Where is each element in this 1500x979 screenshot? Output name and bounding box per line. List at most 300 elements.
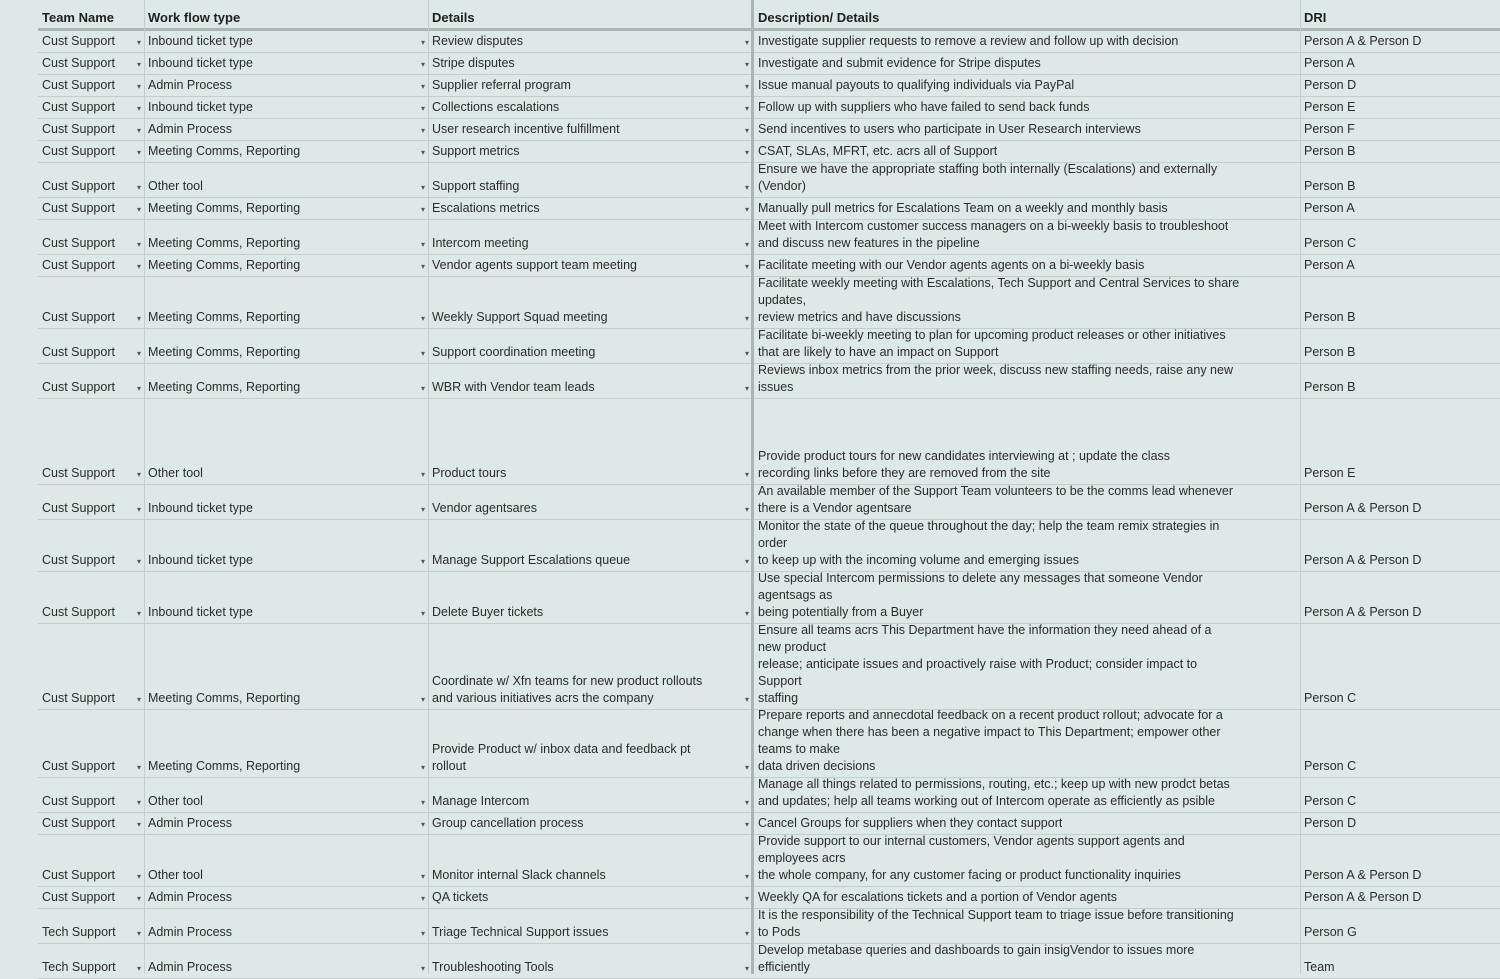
dropdown-arrow-icon[interactable]: ▾ [744, 38, 749, 47]
cell-description[interactable] [754, 329, 1300, 363]
dropdown-arrow-icon[interactable]: ▾ [744, 104, 749, 113]
table-row [38, 198, 1500, 220]
dropdown-arrow-icon[interactable]: ▾ [744, 798, 749, 807]
cell-flow-text: Meeting Comms, Reporting [148, 345, 301, 359]
cell-dri-text: Person A & Person D [1304, 868, 1422, 882]
cell-team-text: Cust Support [42, 466, 115, 480]
table-row [38, 75, 1500, 97]
dropdown-arrow-icon[interactable]: ▾ [744, 820, 749, 829]
cell-description[interactable] [754, 887, 1300, 908]
cell-dri-text: Person A & Person D [1304, 890, 1422, 904]
cell-team-text: Cust Support [42, 605, 115, 619]
dropdown-arrow-icon[interactable]: ▾ [420, 929, 425, 938]
cell-flow-text: Admin Process [148, 925, 233, 939]
cell-flow-text: Admin Process [148, 890, 233, 904]
cell-flow-text: Admin Process [148, 816, 233, 830]
cell-team[interactable] [38, 220, 144, 254]
table-row [38, 163, 1500, 198]
table-row [38, 255, 1500, 277]
cell-team[interactable] [38, 887, 144, 908]
cell-dri[interactable] [1300, 97, 1500, 118]
cell-details-text: Provide Product w/ inbox data and feedback pt rollout [432, 742, 691, 773]
cell-team-text: Tech Support [42, 925, 116, 939]
cell-dri-text: Person A & Person D [1304, 553, 1422, 567]
dropdown-arrow-icon[interactable]: ▾ [136, 314, 141, 323]
cell-details[interactable] [428, 520, 752, 571]
cell-team-text: Cust Support [42, 144, 115, 158]
dropdown-arrow-icon[interactable]: ▾ [744, 148, 749, 157]
dropdown-arrow-icon[interactable]: ▾ [136, 384, 141, 393]
cell-details[interactable] [428, 813, 752, 834]
cell-description-text: Provide support to our internal customers, Vendor agents support agents and employees acrs the whole company, for any customer facing or product functionality inquiries [758, 835, 1185, 882]
dropdown-arrow-icon[interactable]: ▾ [136, 695, 141, 704]
cell-dri[interactable] [1300, 163, 1500, 197]
cell-flow[interactable] [144, 31, 428, 52]
cell-description[interactable] [754, 75, 1300, 96]
table-row [38, 53, 1500, 75]
table-row [38, 813, 1500, 835]
cell-details-text: Weekly Support Squad meeting [432, 310, 608, 324]
table-row [38, 710, 1500, 778]
dropdown-arrow-icon[interactable]: ▾ [744, 240, 749, 249]
dropdown-arrow-icon[interactable]: ▾ [136, 929, 141, 938]
cell-team[interactable] [38, 624, 144, 709]
cell-description[interactable] [754, 364, 1300, 398]
dropdown-arrow-icon[interactable]: ▾ [744, 763, 749, 772]
dropdown-arrow-icon[interactable]: ▾ [744, 262, 749, 271]
cell-team[interactable] [38, 163, 144, 197]
dropdown-arrow-icon[interactable]: ▾ [420, 240, 425, 249]
cell-description[interactable] [754, 909, 1300, 943]
cell-dri-text: Person C [1304, 759, 1357, 773]
cell-team[interactable] [38, 710, 144, 777]
cell-details[interactable] [428, 141, 752, 162]
cell-details-text: Support coordination meeting [432, 345, 596, 359]
cell-team[interactable] [38, 909, 144, 943]
cell-dri[interactable] [1300, 75, 1500, 96]
dropdown-arrow-icon[interactable]: ▾ [136, 183, 141, 192]
cell-flow[interactable] [144, 119, 428, 140]
dropdown-arrow-icon[interactable]: ▾ [420, 262, 425, 271]
cell-description[interactable] [754, 813, 1300, 834]
cell-team[interactable] [38, 277, 144, 328]
cell-flow[interactable] [144, 399, 428, 484]
cell-description-text: Issue manual payouts to qualifying individuals via PayPal [758, 78, 1075, 92]
dropdown-arrow-icon[interactable]: ▾ [420, 695, 425, 704]
cell-team[interactable] [38, 364, 144, 398]
cell-description-text: Investigate supplier requests to remove a review and follow up with decision [758, 34, 1179, 48]
cell-description[interactable] [754, 141, 1300, 162]
cell-team[interactable] [38, 572, 144, 623]
dropdown-arrow-icon[interactable]: ▾ [744, 872, 749, 881]
cell-details[interactable] [428, 31, 752, 52]
dropdown-arrow-icon[interactable]: ▾ [744, 609, 749, 618]
cell-dri-text: Person G [1304, 925, 1357, 939]
dropdown-arrow-icon[interactable]: ▾ [420, 872, 425, 881]
cell-team-text: Cust Support [42, 816, 115, 830]
cell-description[interactable] [754, 277, 1300, 328]
dropdown-arrow-icon[interactable]: ▾ [420, 104, 425, 113]
cell-dri[interactable] [1300, 141, 1500, 162]
dropdown-arrow-icon[interactable]: ▾ [420, 964, 425, 973]
cell-details[interactable] [428, 97, 752, 118]
cell-team-text: Cust Support [42, 794, 115, 808]
cell-flow-text: Inbound ticket type [148, 56, 253, 70]
cell-details[interactable] [428, 53, 752, 74]
dropdown-arrow-icon[interactable]: ▾ [744, 557, 749, 566]
cell-flow-text: Meeting Comms, Reporting [148, 310, 301, 324]
cell-dri[interactable] [1300, 119, 1500, 140]
table-row [38, 909, 1500, 944]
cell-flow[interactable] [144, 364, 428, 398]
cell-description[interactable] [754, 255, 1300, 276]
cell-description[interactable] [754, 572, 1300, 623]
cell-dri[interactable] [1300, 909, 1500, 943]
cell-team[interactable] [38, 198, 144, 219]
cell-description[interactable] [754, 520, 1300, 571]
cell-description[interactable] [754, 97, 1300, 118]
cell-team[interactable] [38, 485, 144, 519]
cell-details-text: Manage Support Escalations queue [432, 553, 631, 567]
dropdown-arrow-icon[interactable]: ▾ [136, 763, 141, 772]
dropdown-arrow-icon[interactable]: ▾ [136, 820, 141, 829]
cell-dri[interactable] [1300, 887, 1500, 908]
cell-details[interactable] [428, 75, 752, 96]
dropdown-arrow-icon[interactable]: ▾ [744, 964, 749, 973]
dropdown-arrow-icon[interactable]: ▾ [136, 60, 141, 69]
cell-flow[interactable] [144, 75, 428, 96]
cell-flow[interactable] [144, 520, 428, 571]
cell-team[interactable] [38, 944, 144, 978]
cell-dri-text: Person C [1304, 691, 1357, 705]
dropdown-arrow-icon[interactable]: ▾ [136, 205, 141, 214]
cell-description[interactable] [754, 835, 1300, 886]
cell-flow[interactable] [144, 329, 428, 363]
table-row [38, 572, 1500, 624]
cell-details[interactable] [428, 163, 752, 197]
cell-flow[interactable] [144, 53, 428, 74]
cell-flow[interactable] [144, 813, 428, 834]
dropdown-arrow-icon[interactable]: ▾ [136, 126, 141, 135]
cell-description[interactable] [754, 485, 1300, 519]
cell-dri[interactable] [1300, 778, 1500, 812]
cell-flow[interactable] [144, 220, 428, 254]
dropdown-arrow-icon[interactable]: ▾ [744, 505, 749, 514]
cell-details-text: Stripe disputes [432, 56, 515, 70]
dropdown-arrow-icon[interactable]: ▾ [420, 349, 425, 358]
cell-description[interactable] [754, 624, 1300, 709]
dropdown-arrow-icon[interactable]: ▾ [420, 148, 425, 157]
cell-details-text: Troubleshooting Tools [432, 960, 554, 974]
cell-description[interactable] [754, 53, 1300, 74]
cell-dri[interactable] [1300, 399, 1500, 484]
cell-dri-text: Person C [1304, 794, 1357, 808]
cell-team[interactable] [38, 399, 144, 484]
cell-dri[interactable] [1300, 198, 1500, 219]
dropdown-arrow-icon[interactable]: ▾ [420, 557, 425, 566]
cell-flow[interactable] [144, 198, 428, 219]
cell-flow[interactable] [144, 944, 428, 978]
dropdown-arrow-icon[interactable]: ▾ [136, 148, 141, 157]
cell-dri[interactable] [1300, 364, 1500, 398]
dropdown-arrow-icon[interactable]: ▾ [136, 262, 141, 271]
dropdown-arrow-icon[interactable]: ▾ [136, 349, 141, 358]
cell-dri-text: Person A & Person D [1304, 605, 1422, 619]
dropdown-arrow-icon[interactable]: ▾ [420, 505, 425, 514]
cell-details[interactable] [428, 399, 752, 484]
cell-dri[interactable] [1300, 813, 1500, 834]
cell-dri-text: Person B [1304, 310, 1356, 324]
cell-team[interactable] [38, 31, 144, 52]
cell-details[interactable] [428, 572, 752, 623]
cell-details[interactable] [428, 119, 752, 140]
cell-team-text: Cust Support [42, 345, 115, 359]
cell-flow[interactable] [144, 277, 428, 328]
cell-description-text: Investigate and submit evidence for Stripe disputes [758, 56, 1041, 70]
cell-details[interactable] [428, 220, 752, 254]
cell-description[interactable] [754, 220, 1300, 254]
cell-team[interactable] [38, 97, 144, 118]
cell-dri[interactable] [1300, 835, 1500, 886]
cell-details[interactable] [428, 944, 752, 978]
cell-details-text: Triage Technical Support issues [432, 925, 609, 939]
cell-team[interactable] [38, 255, 144, 276]
cell-team[interactable] [38, 53, 144, 74]
cell-dri[interactable] [1300, 277, 1500, 328]
cell-dri-text: Person A [1304, 201, 1355, 215]
dropdown-arrow-icon[interactable]: ▾ [420, 60, 425, 69]
cell-flow-text: Inbound ticket type [148, 100, 253, 114]
cell-team[interactable] [38, 119, 144, 140]
dropdown-arrow-icon[interactable]: ▾ [420, 183, 425, 192]
cell-dri[interactable] [1300, 624, 1500, 709]
dropdown-arrow-icon[interactable]: ▾ [136, 470, 141, 479]
cell-team[interactable] [38, 520, 144, 571]
cell-description[interactable] [754, 778, 1300, 812]
table-row [38, 520, 1500, 572]
cell-dri-text: Person B [1304, 144, 1356, 158]
cell-flow-text: Meeting Comms, Reporting [148, 759, 301, 773]
dropdown-arrow-icon[interactable]: ▾ [136, 872, 141, 881]
cell-flow[interactable] [144, 97, 428, 118]
spreadsheet-grid [38, 0, 1500, 974]
cell-flow[interactable] [144, 909, 428, 943]
col-header-details[interactable]: Details [432, 10, 475, 25]
dropdown-arrow-icon[interactable]: ▾ [420, 384, 425, 393]
dropdown-arrow-icon[interactable]: ▾ [420, 314, 425, 323]
cell-dri-text: Person B [1304, 345, 1356, 359]
cell-dri[interactable] [1300, 220, 1500, 254]
cell-description-text: Provide product tours for new candidates interviewing at ; update the class recording links before they are removed from the site [758, 449, 1171, 480]
dropdown-arrow-icon[interactable]: ▾ [420, 82, 425, 91]
cell-flow-text: Meeting Comms, Reporting [148, 201, 301, 215]
cell-description-text: Manage all things related to permissions, routing, etc.; keep up with new prodct betas and updates; help all teams working out of Intercom operate as efficiently as psible [758, 778, 1230, 808]
col-header-team[interactable]: Team Name [42, 10, 115, 25]
cell-description-text: Develop metabase queries and dashboards to gain insigVendor to issues more efficiently [758, 944, 1195, 974]
cell-flow-text: Admin Process [148, 960, 233, 974]
cell-details[interactable] [428, 624, 752, 709]
cell-flow[interactable] [144, 141, 428, 162]
dropdown-arrow-icon[interactable]: ▾ [744, 349, 749, 358]
cell-details[interactable] [428, 255, 752, 276]
dropdown-arrow-icon[interactable]: ▾ [744, 60, 749, 69]
cell-flow-text: Other tool [148, 868, 203, 882]
cell-description[interactable] [754, 163, 1300, 197]
cell-flow[interactable] [144, 835, 428, 886]
cell-flow-text: Other tool [148, 466, 203, 480]
cell-description-text: Ensure we have the appropriate staffing both internally (Escalations) and externally (Vendor) [758, 163, 1218, 193]
table-row [38, 835, 1500, 887]
cell-dri[interactable] [1300, 31, 1500, 52]
cell-dri-text: Person A & Person D [1304, 501, 1422, 515]
table-row [38, 887, 1500, 909]
cell-dri-text: Person C [1304, 236, 1357, 250]
cell-dri-text: Person E [1304, 466, 1356, 480]
cell-team[interactable] [38, 329, 144, 363]
dropdown-arrow-icon[interactable]: ▾ [136, 104, 141, 113]
cell-dri[interactable] [1300, 944, 1500, 978]
cell-flow-text: Inbound ticket type [148, 553, 253, 567]
cell-team-text: Cust Support [42, 759, 115, 773]
cell-team-text: Cust Support [42, 310, 115, 324]
dropdown-arrow-icon[interactable]: ▾ [136, 38, 141, 47]
dropdown-arrow-icon[interactable]: ▾ [744, 894, 749, 903]
cell-details-text: Vendor agentsares [432, 501, 537, 515]
cell-details[interactable] [428, 909, 752, 943]
cell-team-text: Cust Support [42, 501, 115, 515]
dropdown-arrow-icon[interactable]: ▾ [420, 205, 425, 214]
dropdown-arrow-icon[interactable]: ▾ [744, 929, 749, 938]
cell-description[interactable] [754, 399, 1300, 484]
dropdown-arrow-icon[interactable]: ▾ [420, 38, 425, 47]
cell-details[interactable] [428, 835, 752, 886]
cell-description[interactable] [754, 710, 1300, 777]
cell-description[interactable] [754, 31, 1300, 52]
dropdown-arrow-icon[interactable]: ▾ [136, 798, 141, 807]
cell-details[interactable] [428, 364, 752, 398]
dropdown-arrow-icon[interactable]: ▾ [744, 126, 749, 135]
cell-team[interactable] [38, 813, 144, 834]
cell-dri[interactable] [1300, 572, 1500, 623]
col-header-flow[interactable]: Work flow type [148, 10, 241, 25]
cell-details-text: Escalations metrics [432, 201, 540, 215]
dropdown-arrow-icon[interactable]: ▾ [744, 82, 749, 91]
cell-team[interactable] [38, 141, 144, 162]
cell-details[interactable] [428, 887, 752, 908]
cell-description-text: Manually pull metrics for Escalations Team on a weekly and monthly basis [758, 201, 1168, 215]
cell-description-text: Prepare reports and annecdotal feedback on a recent product rollout; advocate for a change when there has been a negative impact to This Department; empower other teams to make data driven decisions [758, 710, 1223, 773]
dropdown-arrow-icon[interactable]: ▾ [420, 798, 425, 807]
dropdown-arrow-icon[interactable]: ▾ [136, 964, 141, 973]
cell-flow[interactable] [144, 778, 428, 812]
dropdown-arrow-icon[interactable]: ▾ [136, 557, 141, 566]
cell-dri-text: Person A [1304, 258, 1355, 272]
dropdown-arrow-icon[interactable]: ▾ [420, 609, 425, 618]
cell-team-text: Cust Support [42, 78, 115, 92]
dropdown-arrow-icon[interactable]: ▾ [744, 183, 749, 192]
cell-description[interactable] [754, 119, 1300, 140]
dropdown-arrow-icon[interactable]: ▾ [420, 126, 425, 135]
dropdown-arrow-icon[interactable]: ▾ [744, 314, 749, 323]
cell-team-text: Cust Support [42, 258, 115, 272]
cell-flow[interactable] [144, 485, 428, 519]
cell-team-text: Tech Support [42, 960, 116, 974]
cell-details-text: Monitor internal Slack channels [432, 868, 606, 882]
cell-details[interactable] [428, 329, 752, 363]
dropdown-arrow-icon[interactable]: ▾ [136, 82, 141, 91]
cell-details[interactable] [428, 198, 752, 219]
dropdown-arrow-icon[interactable]: ▾ [744, 205, 749, 214]
cell-details-text: Delete Buyer tickets [432, 605, 544, 619]
cell-flow-text: Inbound ticket type [148, 34, 253, 48]
cell-team[interactable] [38, 75, 144, 96]
cell-flow-text: Other tool [148, 179, 203, 193]
cell-details-text: Group cancellation process [432, 816, 584, 830]
dropdown-arrow-icon[interactable]: ▾ [420, 894, 425, 903]
cell-details[interactable] [428, 277, 752, 328]
cell-team[interactable] [38, 835, 144, 886]
dropdown-arrow-icon[interactable]: ▾ [136, 505, 141, 514]
dropdown-arrow-icon[interactable]: ▾ [420, 763, 425, 772]
cell-details-text: Coordinate w/ Xfn teams for new product rollouts and various initiatives acrs the company [432, 674, 703, 705]
cell-description[interactable] [754, 198, 1300, 219]
cell-flow[interactable] [144, 710, 428, 777]
cell-details[interactable] [428, 710, 752, 777]
cell-details[interactable] [428, 778, 752, 812]
dropdown-arrow-icon[interactable]: ▾ [744, 384, 749, 393]
cell-flow-text: Other tool [148, 794, 203, 808]
col-divider [1300, 0, 1301, 974]
cell-description-text: Facilitate bi-weekly meeting to plan for upcoming product releases or other initiatives that are likely to have an impact on Support [758, 329, 1226, 359]
cell-flow[interactable] [144, 624, 428, 709]
dropdown-arrow-icon[interactable]: ▾ [744, 695, 749, 704]
cell-dri-text: Person D [1304, 78, 1357, 92]
cell-details[interactable] [428, 485, 752, 519]
cell-dri-text: Person A [1304, 56, 1355, 70]
cell-dri[interactable] [1300, 53, 1500, 74]
table-row [38, 329, 1500, 364]
dropdown-arrow-icon[interactable]: ▾ [420, 820, 425, 829]
cell-dri[interactable] [1300, 255, 1500, 276]
col-divider [428, 0, 429, 974]
dropdown-arrow-icon[interactable]: ▾ [136, 240, 141, 249]
cell-team-text: Cust Support [42, 179, 115, 193]
cell-flow[interactable] [144, 887, 428, 908]
cell-dri[interactable] [1300, 485, 1500, 519]
col-header-description[interactable]: Description/ Details [758, 10, 880, 25]
cell-dri[interactable] [1300, 710, 1500, 777]
cell-dri[interactable] [1300, 520, 1500, 571]
cell-flow[interactable] [144, 572, 428, 623]
dropdown-arrow-icon[interactable]: ▾ [744, 470, 749, 479]
cell-team[interactable] [38, 778, 144, 812]
dropdown-arrow-icon[interactable]: ▾ [136, 894, 141, 903]
col-header-dri[interactable]: DRI [1304, 10, 1327, 25]
cell-flow[interactable] [144, 163, 428, 197]
cell-description-text: CSAT, SLAs, MFRT, etc. acrs all of Support [758, 144, 998, 158]
col-divider-frozen [751, 0, 754, 974]
cell-description-text: An available member of the Support Team volunteers to be the comms lead whenever there is a Vendor agentsare [758, 485, 1234, 515]
cell-dri[interactable] [1300, 329, 1500, 363]
cell-description-text: Follow up with suppliers who have failed to send back funds [758, 100, 1090, 114]
dropdown-arrow-icon[interactable]: ▾ [136, 609, 141, 618]
dropdown-arrow-icon[interactable]: ▾ [420, 470, 425, 479]
table-row [38, 97, 1500, 119]
cell-description[interactable] [754, 944, 1300, 978]
col-divider [144, 0, 145, 974]
cell-description-text: Ensure all teams acrs This Department have the information they need ahead of a new product release; anticipate issues and proactively raise with Product; consider impact to Support staffing [758, 624, 1212, 705]
cell-flow[interactable] [144, 255, 428, 276]
